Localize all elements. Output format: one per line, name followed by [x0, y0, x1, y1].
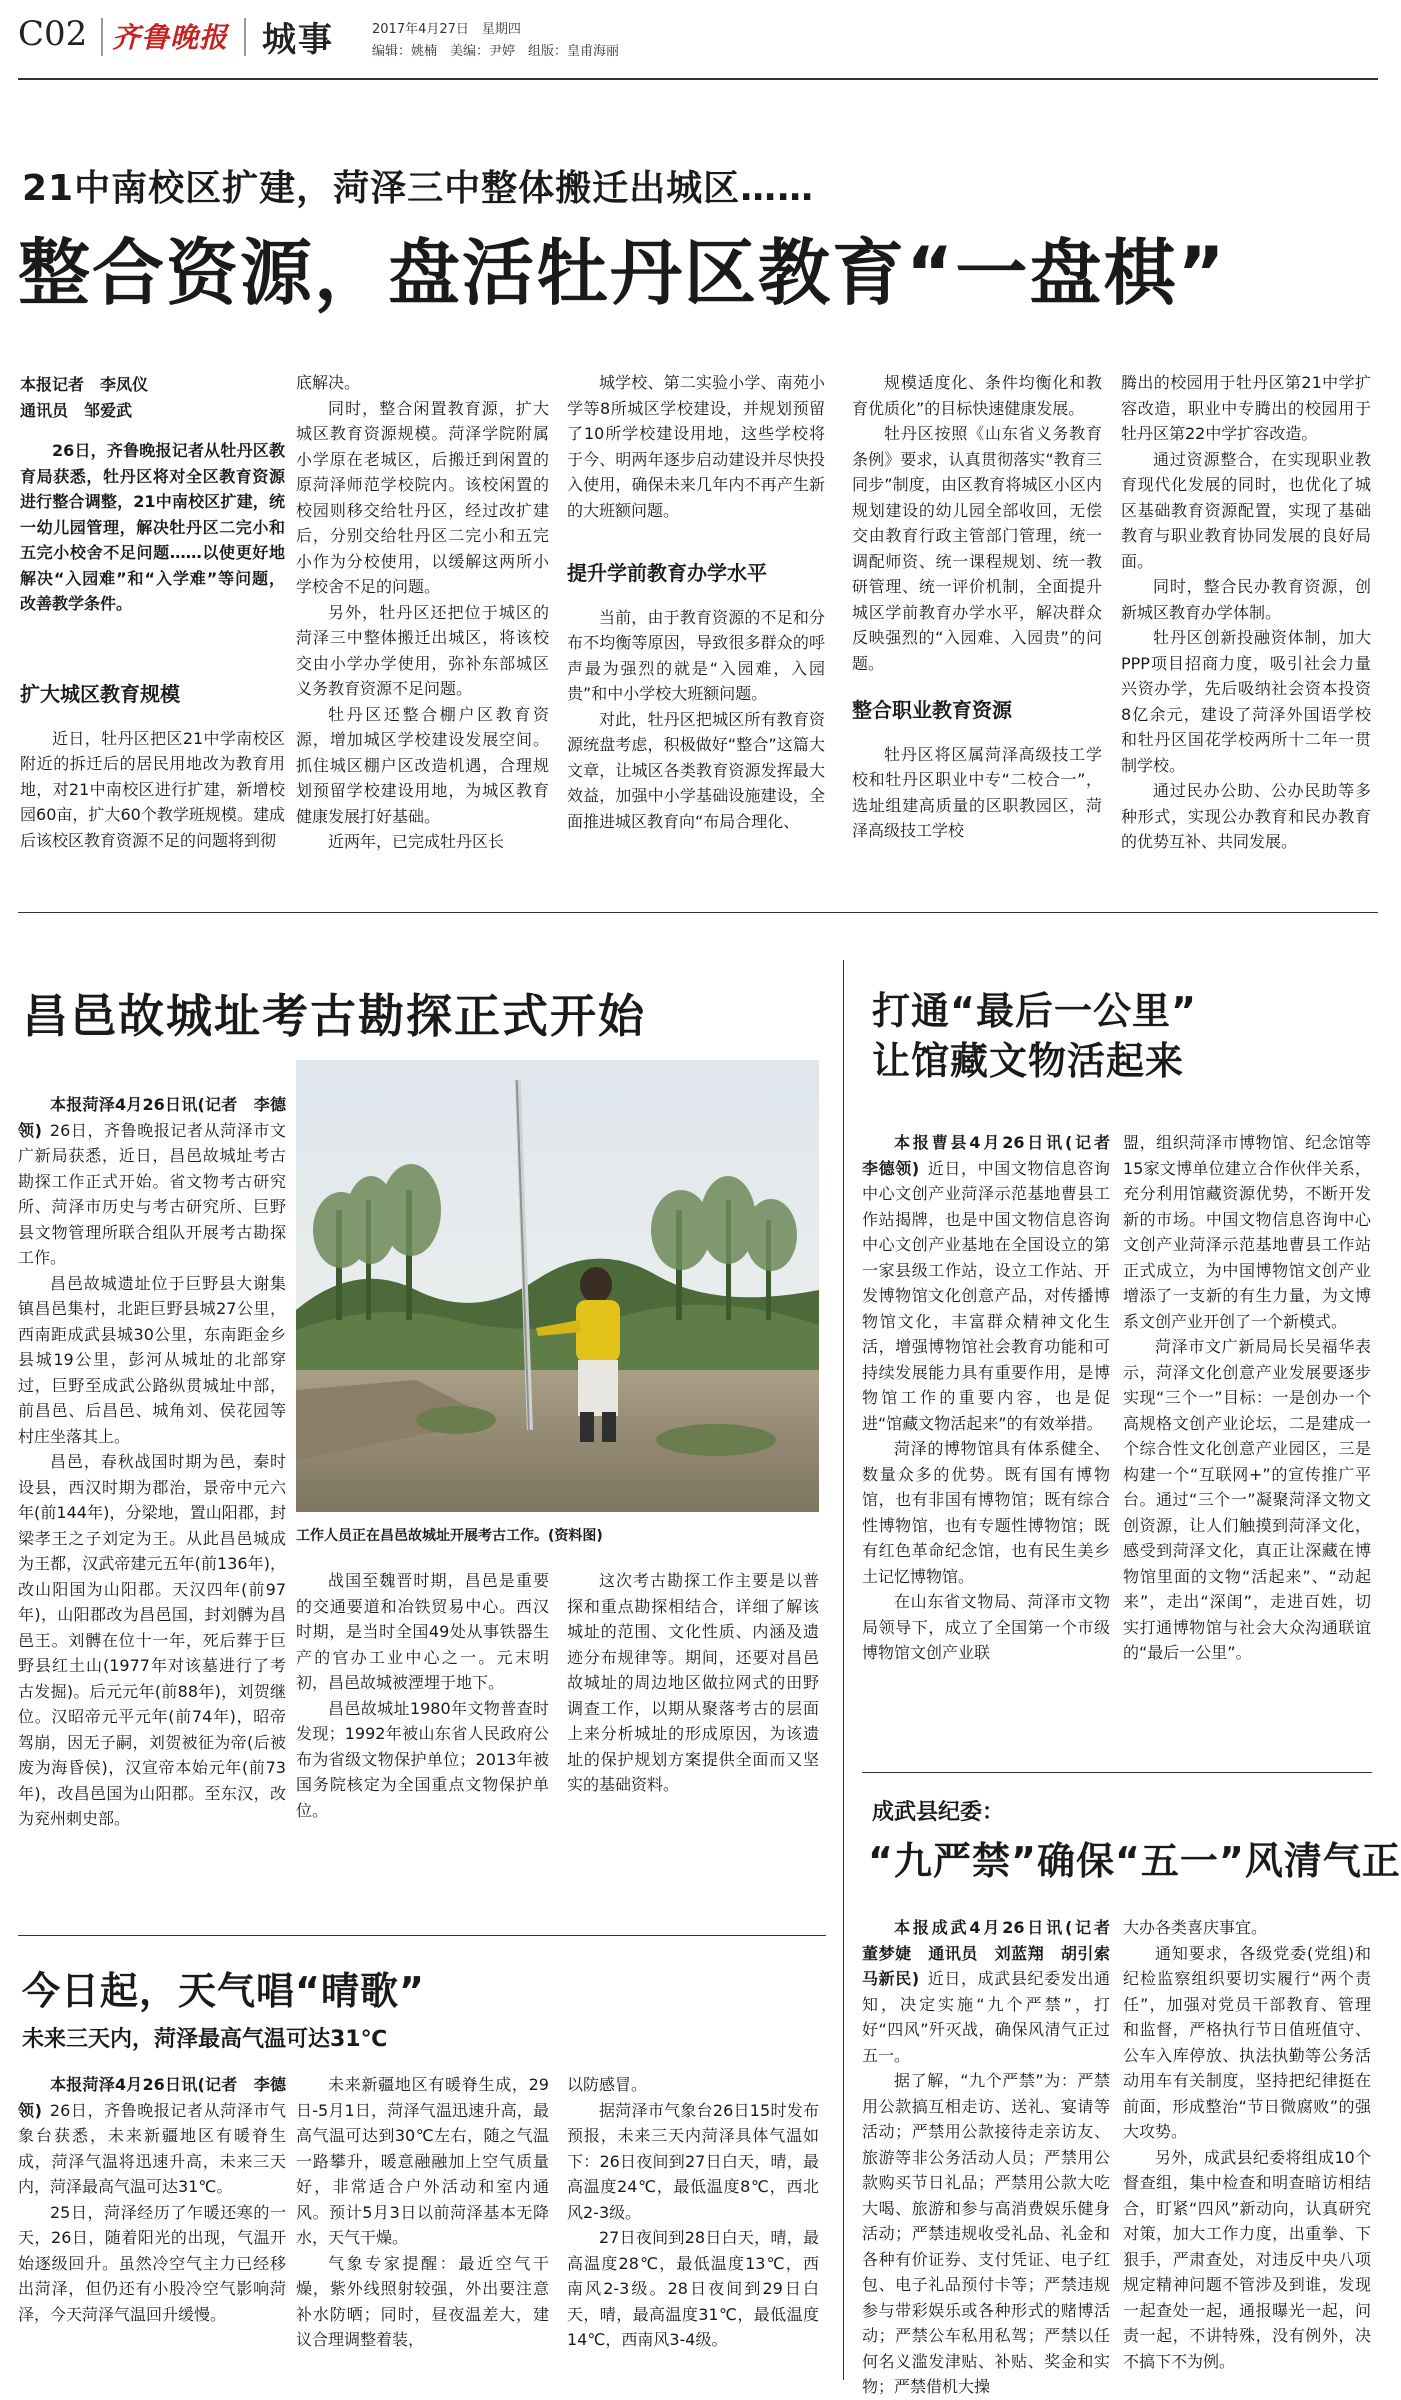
- article5-c2a: 未来新疆地区有暖脊生成，29日-5月1日，菏泽气温迅速升高，最高气温可达到30℃左右，随之气温一路攀升，暖意融融加上空气质量好，非常适合户外活动和室内通风。预计5月3日以前菏泽基本无降水，天气干燥。: [296, 2075, 549, 2247]
- staff-credits: 编辑：姚楠 美编：尹婷 组版：皇甫海丽: [372, 44, 620, 59]
- article4-headline: “九严禁”确保“五一”风清气正: [868, 1839, 1401, 1883]
- article5-para-1: [18, 2072, 286, 2200]
- article1-col2: [296, 370, 549, 870]
- article2-c2b: 昌邑故城址1980年文物普查时发现；1992年被山东省人民政府公布为省级文物保护单位；2013年被国务院核定为全国重点文物保护单位。: [296, 1698, 549, 1820]
- masthead: [0, 0, 1395, 70]
- article3-headline-2: 让馆藏文物活起来: [872, 1039, 1185, 1083]
- article2-col2: [296, 1568, 549, 1928]
- article1-subhead-1: 扩大城区教育规模: [20, 682, 180, 706]
- article2-c1c: 昌邑，春秋战国时期为邑，秦时设县，西汉时期为郡治，景帝中元六年(前144年)，分梁地，置山阳郡，封梁孝王之子刘定为王。从此昌邑城成为王都，汉武帝建元五年(前136年)，改山阳国为山阳郡。天汉四年(前97年)，山阳郡改为昌邑国，封刘髆为昌邑王。刘髆在位十一年，死后葬于巨野县红土山(1977年对该墓进行了考古发掘)。后元元年(前88年)，刘贺继位。汉昭帝元平元年(前74年)，昭帝驾崩，因无子嗣，刘贺被征为帝(后被废为海昏侯)，汉宣帝本始元年(前73年)，改昌邑国为山阳郡。至东汉，改为兖州刺史部。: [18, 1452, 286, 1828]
- article1-lead-text: 26日，齐鲁晚报记者从牡丹区教育局获悉，牡丹区将对全区教育资源进行整合调整，21中南校区扩建，统一幼儿园管理，解决牡丹区二完小和五完小校舍不足问题……以使更好地解决“入园难”和“入学难”等问题，改善教学条件。: [20, 441, 285, 613]
- article3-dateline: 本报曹县4月26日讯(记者 李德领): [862, 1133, 1127, 1178]
- article3-para-1: [862, 1130, 1127, 1436]
- archaeology-photo: [296, 1060, 819, 1512]
- article4-c1a: 近日，成武县纪委发出通知，决定实施“九个严禁”，打好“四风”歼灭战，确保风清气正过五一。: [862, 1969, 1110, 2065]
- article3-c2a: 盟，组织菏泽市博物馆、纪念馆等15家文博单位建立合作伙伴关系，充分利用馆藏资源优势，不断开发新的市场。中国文物信息咨询中心文创产业菏泽示范基地曹县工作站正式成立，为中国博物馆文创产业增添了一支新的有生力量，为文博系文创产业开创了一个新模式。: [1123, 1133, 1371, 1331]
- issue-date: 2017年4月27日 星期四: [372, 22, 521, 37]
- masthead-rule: [18, 78, 1378, 80]
- article2-c1b: 昌邑故城遗址位于巨野县大谢集镇昌邑集村，北距巨野县城27公里，西南距成武县城30公里，东南距金乡县城19公里，彭河从城址的北部穿过，巨野至成武公路纵贯城址中部，前昌邑、后昌邑、城角刘、侯花园等村庄坐落其上。: [18, 1273, 286, 1446]
- article1-c2a: 底解决。: [296, 373, 361, 392]
- article3-col2: [1123, 1130, 1371, 1770]
- article1-col5: [1121, 370, 1371, 870]
- vertical-divider: [843, 960, 844, 2380]
- article5-c3a: 以防感冒。: [567, 2075, 648, 2094]
- article5-col2: [296, 2072, 549, 2384]
- article2-para-1: [18, 1092, 286, 1271]
- article3-col1: [862, 1130, 1127, 1770]
- article1-lead: [20, 438, 285, 617]
- article5-c3c: 27日夜间到28日白天，晴，最高温度28℃，最低温度13℃，西南风2-3级。28日夜间到29日白天，晴，最高温度31℃，最低温度14℃，西南风3-4级。: [567, 2228, 819, 2349]
- article3-c1c: 在山东省文物局、菏泽市文物局领导下，成立了全国第一个市级博物馆文创产业联: [862, 1592, 1110, 1662]
- article1-col3: [567, 370, 825, 870]
- article3-c2b: 菏泽市文广新局局长吴福华表示，菏泽文化创意产业发展要逐步实现“三个一”目标：一是创办一个高规格文创产业论坛，二是建成一个综合性文化创意产业园区，三是构建一个“互联网+”的宣传推广平台。通过“三个一”凝聚菏泽文物文创资源，让人们触摸到菏泽文化，感受到菏泽文化，真正让深藏在博物馆里面的文物“活起来”、“动起来”，走出“深闺”，走进百姓，切实打通博物馆与社会大众沟通联谊的“最后一公里”。: [1123, 1337, 1371, 1662]
- article3-bottom-rule: [862, 1772, 1372, 1773]
- article5-top-rule: [18, 1935, 826, 1936]
- article1-c5b: 通过资源整合，在实现职业教育现代化发展的同时，也优化了城区基础教育资源配置，实现了基础教育与职业教育协同发展的良好局面。: [1121, 449, 1371, 571]
- article1-byline-1: 本报记者 李凤仪: [20, 375, 149, 394]
- article1-c4a: 规模适度化、条件均衡化和教育优质化”的目标快速健康发展。: [852, 373, 1102, 418]
- article5-c3b: 据菏泽市气象台26日15时发布预报，未来三天内菏泽具体气温如下：26日夜间到27日白天，晴，最高温度24℃，最低温度8℃，西北风2-3级。: [567, 2100, 819, 2222]
- article1-kicker: 21中南校区扩建，菏泽三中整体搬迁出城区……: [22, 168, 815, 209]
- article1-subhead-3: 整合职业教育资源: [852, 698, 1012, 722]
- article5-c2b: 气象专家提醒：最近空气干燥，紫外线照射较强，外出要注意补水防晒；同时，昼夜温差大，建议合理调整着装，: [296, 2253, 549, 2349]
- article4-c1b: 据了解，“九个严禁”为：严禁用公款搞互相走访、送礼、宴请等活动；严禁用公款接待走亲访友、旅游等非公务活动人员；严禁用公款购买节日礼品；严禁用公款大吃大喝、旅游和参与高消费娱乐健身活动；严禁违规收受礼品、礼金和各种有价证券、支付凭证、电子红包、电子礼品预付卡等；严禁违规参与带彩娱乐或各种形式的赌博活动；严禁公车私用私驾；严禁以任何名义滥发津贴、补贴、奖金和实物；严禁借机大操: [862, 2071, 1110, 2396]
- article4-para-1: [862, 1915, 1127, 2068]
- article4-c2a: 大办各类喜庆事宜。: [1123, 1918, 1268, 1937]
- article1-c2d: 牡丹区还整合棚户区教育资源，增加城区学校建设发展空间。抓住城区棚户区改造机遇，合理规划预留学校建设用地，为城区教育健康发展打好基础。: [296, 704, 549, 826]
- paper-logo: 齐鲁晚报: [112, 21, 229, 54]
- article3-c1a: 近日，中国文物信息咨询中心文创产业菏泽示范基地曹县工作站揭牌，也是中国文物信息咨询中心文创产业基地在全国设立的第一家县级工作站，设立工作站、开发博物馆文化创意产品，对传播博物馆文化，丰富群众精神文化生活，增强博物馆社会教育功能和可持续发展能力具有重要作用，是博物馆工作的重要内容，也是促进“馆藏文物活起来”的有效举措。: [862, 1158, 1110, 1433]
- article5-subhead: 未来三天内，菏泽最高气温可达31℃: [22, 2027, 388, 2052]
- masthead-divider-2: [244, 18, 246, 56]
- article1-c4c: 牡丹区将区属菏泽高级技工学校和牡丹区职业中专“二校合一”，选址组建高质量的区职教园区，菏泽高级技工学校: [852, 744, 1102, 840]
- article1-col4: [852, 370, 1102, 870]
- article4-col2: [1123, 1915, 1371, 2385]
- article5-col3: [567, 2072, 819, 2384]
- section-name: 城事: [262, 20, 334, 60]
- article1-headline: 整合资源，盘活牡丹区教育“一盘棋”: [18, 231, 1227, 315]
- article1-col1: [20, 660, 285, 930]
- article2-col3: [567, 1568, 819, 1928]
- article4-c2c: 另外，成武县纪委将组成10个督查组，集中检查和明查暗访相结合，盯紧“四风”新动向，认真研究对策，加大工作力度，出重拳、下狠手，严肃查处，对违反中央八项规定精神问题不管涉及到谁，发现一起查处一起，通报曝光一起，问责一起，不讲特殊，没有例外，决不搞下不为例。: [1123, 2147, 1371, 2371]
- article1-c2b: 同时，整合闲置教育源，扩大城区教育资源规模。菏泽学院附属小学原在老城区，后搬迁到闲置的原菏泽师范学校院内。该校闲置的校园则移交给牡丹区，经过改扩建后，分别交给牡丹区二完小和五完小作为分校使用，以缓解这两所小学校舍不足的问题。: [296, 398, 549, 596]
- article4-col1: [862, 1915, 1127, 2396]
- article1-bottom-rule: [18, 912, 1378, 913]
- article1-c5a: 腾出的校园用于牡丹区第21中学扩容改造，职业中专腾出的校园用于牡丹区第22中学扩容改造。: [1121, 373, 1371, 443]
- article1-c3c: 对此，牡丹区把城区所有教育资源统盘考虑，积极做好“整合”这篇大文章，让城区各类教育资源发挥最大效益，加强中小学基础设施建设，全面推进城区教育向“布局合理化、: [567, 709, 825, 831]
- article2-headline: 昌邑故城址考古勘探正式开始: [22, 989, 646, 1043]
- article1-c2e: 近两年，已完成牡丹区长: [328, 832, 505, 851]
- article1-c5e: 通过民办公助、公办民助等多种形式，实现公办教育和民办教育的优势互补、共同发展。: [1121, 781, 1371, 851]
- article2-dateline: 本报菏泽4月26日讯(记者 李德领): [18, 1095, 286, 1140]
- article4-kicker: 成武县纪委：: [872, 1800, 1005, 1825]
- article4-dateline: 本报成武4月26日讯(记者 董梦婕 通讯员 刘蓝翔 胡引索 马新民): [862, 1918, 1127, 1988]
- article3-c1b: 菏泽的博物馆具有体系健全、数量众多的优势。既有国有博物馆，也有非国有博物馆；既有综合性博物馆，也有专题性博物馆；既有红色革命纪念馆，也有民生美乡土记忆博物馆。: [862, 1439, 1110, 1586]
- article2-c2: 战国至魏晋时期，昌邑是重要的交通要道和冶铁贸易中心。西汉时期，是当时全国49处从事铁器生产的官办工业中心之一。元末明初，昌邑故城被湮埋于地下。: [296, 1571, 549, 1692]
- article2-c1a: 26日，齐鲁晚报记者从菏泽市文广新局获悉，近日，昌邑故城址考古勘探工作正式开始。省文物考古研究所、菏泽市历史与考古研究所、巨野县文物管理所联合组队开展考古勘探工作。: [18, 1120, 286, 1267]
- article2-c3: 这次考古勘探工作主要是以普探和重点勘探相结合，详细了解该城址的范围、文化性质、内涵及遗迹分布规律等。期间，还要对昌邑故城址的周边地区做拉网式的田野调查工作，以期从聚落考古的层面上来分析城址的形成原因，为该遗址的保护规划方案提供全面而又坚实的基础资料。: [567, 1571, 819, 1794]
- article3-headline-1: 打通“最后一公里”: [872, 989, 1197, 1033]
- photo-caption: 工作人员正在昌邑故城址开展考古工作。(资料图): [296, 1528, 603, 1544]
- article5-c1b: 25日，菏泽经历了乍暖还寒的一天，26日，随着阳光的出现，气温开始逐级回升。虽然冷空气主力已经移出菏泽，但仍还有小股冷空气影响菏泽，今天菏泽气温回升缓慢。: [18, 2202, 286, 2324]
- article5-headline: 今日起，天气唱“晴歌”: [22, 1969, 425, 2013]
- article1-c5d: 牡丹区创新投融资体制，加大PPP项目招商力度，吸引社会力量兴资办学，先后吸纳社会资本投资8亿余元，建设了菏泽外国语学校和牡丹区国花学校两所十二年一贯制学校。: [1121, 628, 1371, 775]
- article1-c4b: 牡丹区按照《山东省义务教育条例》要求，认真贯彻落实“教育三同步”制度，由区教育将城区小区内规划建设的幼儿园全部收回，无偿交由教育行政主管部门管理，统一调配师资、统一课程规划、统一教研管理、统一评价机制，全面提升城区学前教育办学水平，解决群众反映强烈的“入园难、入园贵”的问题。: [852, 424, 1102, 673]
- article1-c3b: 当前，由于教育资源的不足和分布不均衡等原因，导致很多群众的呼声最为强烈的就是“入园难，入园贵”和中小学校大班额问题。: [567, 607, 825, 703]
- page-number: C02: [18, 14, 88, 54]
- article4-c2b: 通知要求，各级党委(党组)和纪检监察组织要切实履行“两个责任”，加强对党员干部教育、管理和监督，严格执行节日值班值守、公车入库停放、执法执勤等公务活动用车有关制度，坚持把纪律挺在前面，形成整治“节日微腐败”的强大攻势。: [1123, 1943, 1371, 2141]
- article5-c1a: 26日，齐鲁晚报记者从菏泽市气象台获悉，未来新疆地区有暖脊生成，菏泽气温将迅速升高，未来三天内，菏泽最高气温可达31℃。: [18, 2100, 286, 2196]
- article5-dateline: 本报菏泽4月26日讯(记者 李德领): [18, 2075, 286, 2120]
- article1-col1-text: 近日，牡丹区把区21中学南校区附近的拆迁后的居民用地改为教育用地，对21中南校区进行扩建，新增校园60亩，扩大60个教学班规模。建成后该校区教育资源不足的问题将到彻: [20, 728, 285, 850]
- article5-col1: [18, 2072, 286, 2384]
- article1-subhead-2: 提升学前教育办学水平: [567, 561, 767, 585]
- article1-c5c: 同时，整合民办教育资源，创新城区教育办学体制。: [1121, 577, 1371, 622]
- masthead-divider: [101, 18, 103, 56]
- photo-illustration: [296, 1060, 819, 1512]
- article1-c2c: 另外，牡丹区还把位于城区的菏泽三中整体搬迁出城区，将该校交由小学办学使用，弥补东部城区义务教育资源不足问题。: [296, 602, 549, 698]
- article1-c3a: 城学校、第二实验小学、南苑小学等8所城区学校建设，并规划预留了10所学校建设用地，这些学校将于今、明两年逐步启动建设并尽快投入使用，确保未来几年内不再产生新的大班额问题。: [567, 373, 825, 520]
- article2-col1: [18, 1092, 286, 1932]
- article1-byline-2: 通讯员 邹爱武: [20, 401, 133, 420]
